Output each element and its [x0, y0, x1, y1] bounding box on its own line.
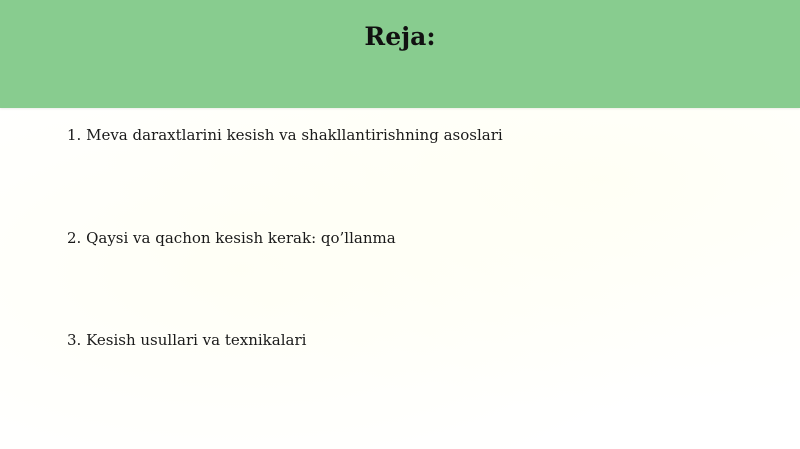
plan-item-1: 1. Meva daraxtlarini kesish va shakllantirishning asoslari — [67, 126, 503, 144]
plan-item-3: 3. Kesish usullari va texnikalari — [67, 331, 307, 349]
header-band — [0, 0, 800, 108]
slide-title: Reja: — [364, 22, 436, 51]
plan-item-2: 2. Qaysi va qachon kesish kerak: qo’llanma — [67, 229, 396, 247]
